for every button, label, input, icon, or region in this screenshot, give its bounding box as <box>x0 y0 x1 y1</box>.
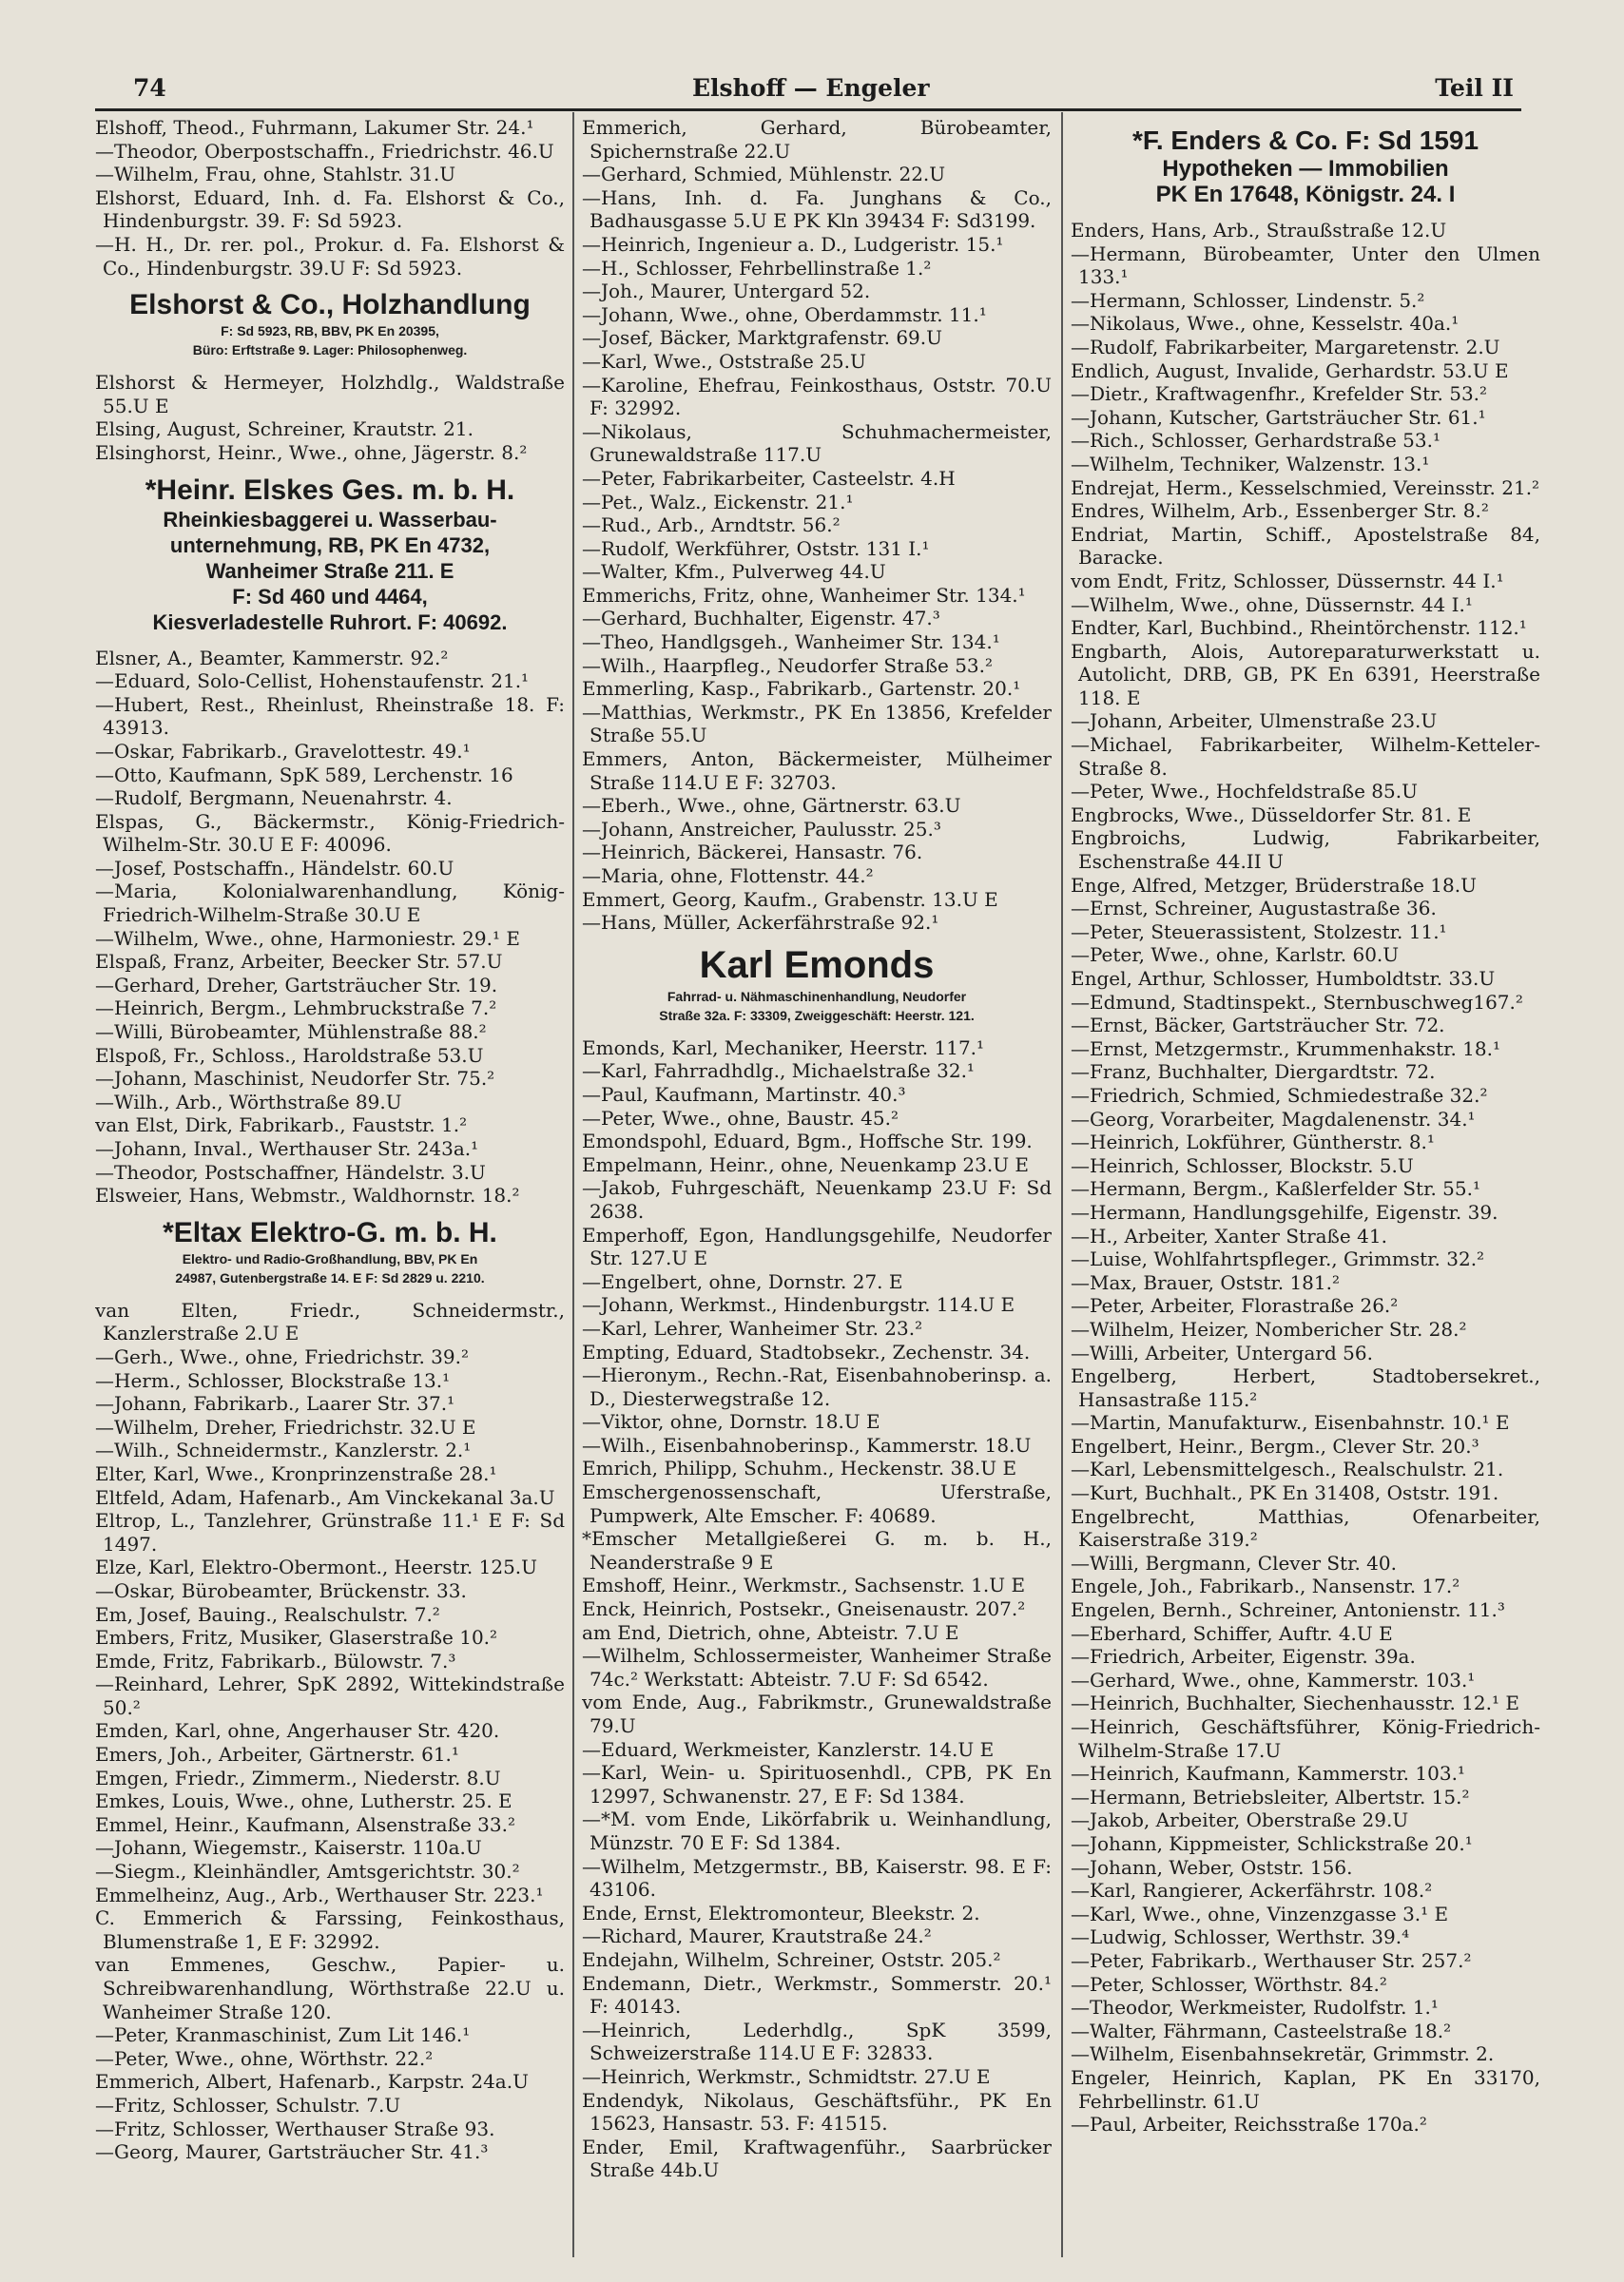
advertisement-line: Wanheimer Straße 211. E <box>205 558 454 583</box>
directory-entry: —Martin, Manufakturw., Eisenbahnstr. 10.¹ E <box>1071 1411 1510 1435</box>
directory-entry: van Emmenes, Geschw., Papier- u. Schreibwarenhandlung, Wörthstraße 22.U u. Wanheimer Straße 120. <box>95 1953 565 2023</box>
advertisement-line: unternehmung, RB, PK En 4732, <box>169 532 491 557</box>
directory-entry: —Nikolaus, Wwe., ohne, Kesselstr. 40a.¹ <box>1071 312 1460 336</box>
directory-entry: —Willi, Bürobeamter, Mühlenstraße 88.² <box>95 1020 487 1044</box>
directory-entry: —Wilhelm, Wwe., ohne, Düssernstr. 44 I.¹ <box>1071 592 1473 616</box>
directory-entry: Enders, Hans, Arb., Straußstraße 12.U <box>1071 219 1447 242</box>
page-part: Teil II <box>1435 74 1514 102</box>
directory-entry: vom Endt, Fritz, Schlosser, Düssernstr. 44 I.¹ <box>1071 569 1504 592</box>
directory-entry: —Franz, Buchhalter, Diergardtstr. 72. <box>1071 1060 1436 1084</box>
directory-entry: —Johann, Werkmst., Hindenburgstr. 114.U E <box>582 1293 1015 1317</box>
directory-entry: —Joh., Maurer, Untergard 52. <box>582 280 871 303</box>
directory-entry: —Luise, Wohlfahrtspfleger., Grimmstr. 32.² <box>1071 1247 1485 1271</box>
advertisement-line: Hypotheken — Immobilien <box>1162 156 1449 182</box>
directory-entry: —Wilh., Schneidermstr., Kanzlerstr. 2.¹ <box>95 1439 472 1462</box>
directory-entry: Ende, Ernst, Elektromonteur, Bleekstr. 2. <box>582 1901 980 1924</box>
directory-entry: —H., Arbeiter, Xanter Straße 41. <box>1071 1224 1387 1247</box>
directory-entry: —Ernst, Metzgermstr., Krummenhakstr. 18.¹ <box>1071 1036 1501 1060</box>
directory-entry: —Georg, Vorarbeiter, Magdalenenstr. 34.¹ <box>1071 1107 1476 1131</box>
directory-entry: —Heinrich, Werkmstr., Schmidtstr. 27.U E <box>582 2064 991 2088</box>
advertisement <box>95 289 565 359</box>
directory-entry: —Oskar, Bürobeamter, Brückenstr. 33. <box>95 1578 467 1602</box>
directory-entry: —Theodor, Oberpostschaffn., Friedrichstr. 46.U <box>95 139 554 163</box>
directory-entry: —Hermann, Schlosser, Lindenstr. 5.² <box>1071 288 1425 312</box>
directory-entry: —Johann, Maschinist, Neudorfer Str. 75.² <box>95 1067 495 1091</box>
directory-entry: —Theodor, Werkmeister, Rudolfstr. 1.¹ <box>1071 1996 1439 2020</box>
directory-entry: Emschergenossenschaft, Uferstraße, Pumpwerk, Alte Emscher. F: 40689. <box>582 1480 1052 1527</box>
directory-entry: Endrejat, Herm., Kesselschmied, Vereinsstr. 21.² <box>1071 475 1540 499</box>
directory-entry: —Karl, Lebensmittelgesch., Realschulstr. 21. <box>1071 1458 1504 1481</box>
directory-entry: —Peter, Arbeiter, Florastraße 26.² <box>1071 1294 1399 1318</box>
advertisement-line: 24987, Gutenbergstraße 14. E F: Sd 2829 u. 2210. <box>175 1269 485 1286</box>
advertisement-line: Kiesverladestelle Ruhrort. F: 40692. <box>152 609 508 634</box>
directory-entry: —Wilhelm, Metzgermstr., BB, Kaiserstr. 98. E F: 43106. <box>582 1854 1052 1902</box>
directory-entry: *Emscher Metallgießerei G. m. b. H., Neanderstraße 9 E <box>582 1527 1052 1574</box>
directory-entry: Engelen, Bernh., Schreiner, Antonienstr. 11.³ <box>1071 1598 1505 1622</box>
directory-entry: —Michael, Fabrikarbeiter, Wilhelm-Ketteler-Straße 8. <box>1071 733 1540 780</box>
directory-entry: Emmert, Georg, Kaufm., Grabenstr. 13.U E <box>582 887 998 911</box>
directory-entry: —Wilhelm, Techniker, Walzenstr. 13.¹ <box>1071 452 1430 475</box>
directory-entry: Enge, Alfred, Metzger, Brüderstraße 18.U <box>1071 873 1477 897</box>
directory-entry: —Theodor, Postschaffner, Händelstr. 3.U <box>95 1160 486 1184</box>
directory-entry: —Wilhelm, Schlossermeister, Wanheimer Straße 74c.² Werkstatt: Abteistr. 7.U F: Sd 6542. <box>582 1644 1052 1691</box>
directory-entry: —Wilhelm, Dreher, Friedrichstr. 32.U E <box>95 1415 476 1439</box>
directory-entry: —Josef, Bäcker, Marktgrafenstr. 69.U <box>582 326 942 350</box>
directory-entry: Emondspohl, Eduard, Bgm., Hoffsche Str. 199. <box>582 1130 1033 1153</box>
advertisement-line: Büro: Erftstraße 9. Lager: Philosophenweg. <box>192 342 468 358</box>
directory-entry: —Johann, Kutscher, Gartsträucher Str. 61.¹ <box>1071 405 1486 429</box>
directory-entry: —Peter, Wwe., ohne, Karlstr. 60.U <box>1071 943 1400 967</box>
directory-entry: Embers, Fritz, Musiker, Glaserstraße 10.² <box>95 1626 498 1650</box>
directory-entry: Empting, Eduard, Stadtobsekr., Zechenstr. 34. <box>582 1340 1031 1363</box>
directory-entry: —Theo, Handlgsgeh., Wanheimer Str. 134.¹ <box>582 630 1000 654</box>
directory-entry: —Eberh., Wwe., ohne, Gärtnerstr. 63.U <box>582 794 961 818</box>
directory-entry: —Maria, ohne, Flottenstr. 44.² <box>582 864 874 887</box>
directory-entry: —Eberhard, Schiffer, Auftr. 4.U E <box>1071 1621 1393 1645</box>
directory-entry: —Wilh., Arb., Wörthstraße 89.U <box>95 1090 402 1113</box>
directory-entry: —Wilhelm, Frau, ohne, Stahlstr. 31.U <box>95 163 456 186</box>
directory-entry: —Matthias, Werkmstr., PK En 13856, Krefelder Straße 55.U <box>582 700 1052 747</box>
directory-entry: —Karoline, Ehefrau, Feinkosthaus, Oststr. 70.U F: 32992. <box>582 373 1052 420</box>
directory-entry: —Peter, Fabrikarb., Werthauser Str. 257.² <box>1071 1948 1472 1972</box>
directory-entry: Elshorst, Eduard, Inh. d. Fa. Elshorst & Co., Hindenburgstr. 39. F: Sd 5923. <box>95 185 565 233</box>
directory-entry: —Josef, Postschaffn., Händelstr. 60.U <box>95 856 454 880</box>
directory-entry: —Friedrich, Schmied, Schmiedestraße 32.² <box>1071 1083 1488 1107</box>
directory-entry: —Peter, Kranmaschinist, Zum Lit 146.¹ <box>95 2023 471 2047</box>
directory-entry: Engbrocks, Wwe., Düsseldorfer Str. 81. E <box>1071 803 1472 826</box>
directory-entry: C. Emmerich & Farssing, Feinkosthaus, Blumenstraße 1, E F: 32992. <box>95 1906 565 1953</box>
directory-entry: —Nikolaus, Schuhmachermeister, Grunewaldstraße 117.U <box>582 419 1052 467</box>
directory-entry: —Peter, Fabrikarbeiter, Casteelstr. 4.H <box>582 466 956 490</box>
directory-entry: Engelberg, Herbert, Stadtobersekret., Hansastraße 115.² <box>1071 1364 1540 1411</box>
directory-entry: —Johann, Wwe., ohne, Oberdammstr. 11.¹ <box>582 302 987 326</box>
directory-entry: am End, Dietrich, ohne, Abteistr. 7.U E <box>582 1620 959 1644</box>
directory-entry: Endter, Karl, Buchbind., Rheintörchenstr. 112.¹ <box>1071 616 1527 640</box>
directory-entry: —H., Schlosser, Fehrbellinstraße 1.² <box>582 256 932 280</box>
directory-entry: Emmel, Heinr., Kaufmann, Alsenstraße 33.² <box>95 1812 515 1836</box>
directory-entry: —Peter, Schlosser, Wörthstr. 84.² <box>1071 1972 1387 1996</box>
directory-entry: —Heinrich, Bäckerei, Hansastr. 76. <box>582 841 923 864</box>
directory-entry: —Walter, Fährmann, Casteelstraße 18.² <box>1071 2019 1452 2042</box>
directory-entry: Eltfeld, Adam, Hafenarb., Am Vinckekanal 3a.U <box>95 1485 555 1509</box>
advertisement <box>1071 126 1540 207</box>
directory-column-1 <box>95 116 565 2282</box>
directory-entry: vom Ende, Aug., Fabrikmstr., Grunewaldstraße 79.U <box>582 1691 1052 1737</box>
directory-entry: Emmelheinz, Aug., Arb., Werthauser Str. 223.¹ <box>95 1883 544 1906</box>
directory-entry: —Heinrich, Geschäftsführer, König-Friedrich-Wilhelm-Straße 17.U <box>1071 1715 1540 1762</box>
directory-entry: —Max, Brauer, Oststr. 181.² <box>1071 1270 1340 1294</box>
directory-entry: —Peter, Wwe., ohne, Baustr. 45.² <box>582 1106 899 1130</box>
directory-entry: —Johann, Anstreicher, Paulusstr. 25.³ <box>582 817 941 841</box>
directory-entry: —*M. vom Ende, Likörfabrik u. Weinhandlung, Münzstr. 70 E F: Sd 1384. <box>582 1808 1052 1854</box>
directory-entry: —Ludwig, Schlosser, Werthstr. 39.⁴ <box>1071 1925 1410 1949</box>
directory-entry: Elspoß, Fr., Schloss., Haroldstraße 53.U <box>95 1043 484 1067</box>
directory-entry: —Fritz, Schlosser, Schulstr. 7.U <box>95 2093 401 2117</box>
directory-entry: Elshoff, Theod., Fuhrmann, Lakumer Str. 24.¹ <box>95 116 534 139</box>
advertisement-line: Rheinkiesbaggerei u. Wasserbau- <box>163 507 497 532</box>
directory-entry: —Edmund, Stadtinspekt., Sternbuschweg167.² <box>1071 990 1523 1014</box>
advertisement-title: Karl Emonds <box>699 943 935 986</box>
directory-entry: —Engelbert, ohne, Dornstr. 27. E <box>582 1269 903 1293</box>
directory-entry: —Oskar, Fabrikarb., Gravelottestr. 49.¹ <box>95 739 471 763</box>
directory-entry: —Hieronym., Rechn.-Rat, Eisenbahnoberinsp. a. D., Diesterwegstraße 12. <box>582 1363 1052 1410</box>
directory-entry: Emshoff, Heinr., Werkmstr., Sachsenstr. 1.U E <box>582 1574 1026 1597</box>
directory-entry: —Heinrich, Lederhdlg., SpK 3599, Schweizerstraße 114.U E F: 32833. <box>582 2018 1052 2065</box>
directory-entry: Engelbert, Heinr., Bergm., Clever Str. 20.³ <box>1071 1434 1479 1458</box>
directory-entry: —Gerhard, Wwe., ohne, Kammerstr. 103.¹ <box>1071 1668 1476 1692</box>
page-title: Elshoff — Engeler <box>692 74 930 102</box>
directory-entry: —Johann, Arbeiter, Ulmenstraße 23.U <box>1071 709 1438 733</box>
directory-entry: Engele, Joh., Fabrikarb., Nansenstr. 17.² <box>1071 1575 1460 1598</box>
directory-entry: Emden, Karl, ohne, Angerhauser Str. 420. <box>95 1719 500 1743</box>
directory-entry: —Viktor, ohne, Dornstr. 18.U E <box>582 1410 880 1434</box>
directory-entry: —Rudolf, Fabrikarbeiter, Margaretenstr. 2.U <box>1071 335 1500 358</box>
directory-entry: Endemann, Dietr., Werkmstr., Sommerstr. 20.¹ F: 40143. <box>582 1971 1052 2019</box>
directory-entry: —Herm., Schlosser, Blockstraße 13.¹ <box>95 1368 451 1392</box>
advertisement-line: F: Sd 460 und 4464, <box>232 584 428 609</box>
directory-entry: Emmerling, Kasp., Fabrikarb., Gartenstr. 20.¹ <box>582 677 1021 701</box>
directory-entry: —Walter, Kfm., Pulverweg 44.U <box>582 560 886 584</box>
directory-entry: —Reinhard, Lehrer, SpK 2892, Wittekindstraße 50.² <box>95 1673 565 1719</box>
directory-entry: —Wilh., Eisenbahnoberinsp., Kammerstr. 18.U <box>582 1433 1032 1457</box>
directory-entry: Endejahn, Wilhelm, Schreiner, Oststr. 205.² <box>582 1947 1001 1971</box>
advertisement-title: *Heinr. Elskes Ges. m. b. H. <box>145 474 515 506</box>
directory-entry: —Eduard, Solo-Cellist, Hohenstaufenstr. 21.¹ <box>95 669 530 693</box>
directory-entry: —Gerhard, Buchhalter, Eigenstr. 47.³ <box>582 607 940 630</box>
directory-entry: —Hans, Inh. d. Fa. Junghans & Co., Badhausgasse 5.U E PK Kln 39434 F: Sd3199. <box>582 185 1052 233</box>
directory-entry: Endriat, Martin, Schiff., Apostelstraße 84, Baracke. <box>1071 522 1540 570</box>
directory-entry: Elsing, August, Schreiner, Krautstr. 21. <box>95 417 474 441</box>
directory-entry: —Karl, Lehrer, Wanheimer Str. 23.² <box>582 1316 923 1340</box>
directory-column-3 <box>1071 116 1540 2282</box>
directory-entry: —Gerhard, Dreher, Gartsträucher Str. 19. <box>95 973 498 996</box>
directory-entry: —Hermann, Bürobeamter, Unter den Ulmen 133.¹ <box>1071 242 1540 289</box>
directory-entry: —Peter, Steuerassistent, Stolzestr. 11.¹ <box>1071 919 1447 943</box>
directory-entry: Emmerichs, Fritz, ohne, Wanheimer Str. 134.¹ <box>582 583 1026 607</box>
directory-entry: —Karl, Fahrradhdlg., Michaelstraße 32.¹ <box>582 1059 975 1083</box>
column-divider <box>1061 112 1063 2257</box>
directory-entry: —Paul, Arbeiter, Reichsstraße 170a.² <box>1071 2113 1427 2137</box>
directory-entry: Elsinghorst, Heinr., Wwe., ohne, Jägerstr. 8.² <box>95 440 528 464</box>
directory-entry: —Heinrich, Ingenieur a. D., Ludgeristr. 15.¹ <box>582 232 1004 256</box>
directory-entry: Elspaß, Franz, Arbeiter, Beecker Str. 57.U <box>95 950 503 974</box>
directory-entry: Elsweier, Hans, Webmstr., Waldhornstr. 18.² <box>95 1184 520 1208</box>
directory-entry: —Rud., Arb., Arndtstr. 56.² <box>582 513 841 537</box>
directory-entry: —H. H., Dr. rer. pol., Prokur. d. Fa. Elshorst & Co., Hindenburgstr. 39.U F: Sd 5923. <box>95 232 565 280</box>
directory-entry: —Wilh., Haarpfleg., Neudorfer Straße 53.² <box>582 653 994 677</box>
directory-entry: —Wilhelm, Heizer, Nombericher Str. 28.² <box>1071 1317 1467 1341</box>
directory-entry: —Willi, Arbeiter, Untergard 56. <box>1071 1341 1373 1364</box>
directory-entry: —Otto, Kaufmann, SpK 589, Lerchenstr. 16 <box>95 763 513 786</box>
directory-entry: —Maria, Kolonialwarenhandlung, König-Friedrich-Wilhelm-Straße 30.U E <box>95 880 565 927</box>
directory-entry: van Elst, Dirk, Fabrikarb., Fauststr. 1.² <box>95 1113 468 1137</box>
directory-entry: Elshorst & Hermeyer, Holzhdlg., Waldstraße 55.U E <box>95 371 565 417</box>
directory-entry: —Heinrich, Bergm., Lehmbruckstraße 7.² <box>95 996 497 1020</box>
directory-entry: —Hermann, Betriebsleiter, Albertstr. 15.² <box>1071 1785 1470 1808</box>
directory-entry: —Hermann, Handlungsgehilfe, Eigenstr. 39. <box>1071 1200 1498 1224</box>
directory-entry: —Peter, Wwe., ohne, Wörthstr. 22.² <box>95 2046 434 2070</box>
directory-entry: —Gerh., Wwe., ohne, Friedrichstr. 39.² <box>95 1344 469 1368</box>
directory-entry: Emmers, Anton, Bäckermeister, Mülheimer Straße 114.U E F: 32703. <box>582 747 1052 794</box>
directory-entry: Elsner, A., Beamter, Kammerstr. 92.² <box>95 646 449 669</box>
directory-entry: —Friedrich, Arbeiter, Eigenstr. 39a. <box>1071 1645 1416 1669</box>
directory-entry: —Eduard, Werkmeister, Kanzlerstr. 14.U E <box>582 1737 995 1761</box>
directory-entry: Endendyk, Nikolaus, Geschäftsführ., PK En 15623, Hansastr. 53. F: 41515. <box>582 2088 1052 2136</box>
directory-entry: Emrich, Philipp, Schuhm., Heckenstr. 38.U E <box>582 1457 1017 1480</box>
directory-entry: —Ernst, Bäcker, Gartsträucher Str. 72. <box>1071 1014 1445 1037</box>
advertisement-title: *Eltax Elektro-G. m. b. H. <box>163 1216 497 1248</box>
directory-entry: —Heinrich, Kaufmann, Kammerstr. 103.¹ <box>1071 1762 1465 1786</box>
directory-entry: —Rudolf, Werkführer, Oststr. 131 I.¹ <box>582 536 930 560</box>
directory-entry: —Karl, Rangierer, Ackerfährstr. 108.² <box>1071 1879 1433 1903</box>
directory-entry: —Jakob, Fuhrgeschäft, Neuenkamp 23.U F: Sd 2638. <box>582 1176 1052 1223</box>
directory-entry: —Willi, Bergmann, Clever Str. 40. <box>1071 1551 1397 1575</box>
directory-entry: Eltrop, L., Tanzlehrer, Grünstraße 11.¹ E F: Sd 1497. <box>95 1509 565 1556</box>
directory-entry: —Fritz, Schlosser, Werthauser Straße 93. <box>95 2117 495 2140</box>
advertisement-line: Elektro- und Radio-Großhandlung, BBV, PK En <box>182 1250 478 1267</box>
directory-entry: —Rich., Schlosser, Gerhardstraße 53.¹ <box>1071 429 1440 453</box>
directory-entry: —Hermann, Bergm., Kaßlerfelder Str. 55.¹ <box>1071 1177 1480 1201</box>
directory-entry: Engelbrecht, Matthias, Ofenarbeiter, Kaiserstraße 319.² <box>1071 1504 1540 1552</box>
advertisement-line: Straße 32a. F: 33309, Zweiggeschäft: Heerstr. 121. <box>659 1007 975 1023</box>
header-rule <box>95 108 1521 111</box>
advertisement <box>582 944 1052 1025</box>
advertisement-title: *F. Enders & Co. F: Sd 1591 <box>1131 126 1479 155</box>
directory-entry: Enck, Heinrich, Postsekr., Gneisenaustr. 207.² <box>582 1597 1026 1621</box>
directory-entry: —Rudolf, Bergmann, Neuenahrstr. 4. <box>95 786 453 810</box>
directory-entry: Emde, Fritz, Fabrikarb., Bülowstr. 7.³ <box>95 1649 456 1673</box>
directory-entry: —Pet., Walz., Eickenstr. 21.¹ <box>582 490 854 513</box>
directory-entry: —Johann, Inval., Werthauser Str. 243a.¹ <box>95 1137 479 1160</box>
page-number: 74 <box>133 74 166 102</box>
directory-entry: —Heinrich, Schlosser, Blockstr. 5.U <box>1071 1153 1414 1177</box>
directory-column-2 <box>582 116 1052 2282</box>
directory-entry: Elter, Karl, Wwe., Kronprinzenstraße 28.¹ <box>95 1461 497 1485</box>
directory-entry: Emgen, Friedr., Zimmerm., Niederstr. 8.U <box>95 1766 501 1789</box>
directory-entry: Engbarth, Alois, Autoreparaturwerkstatt u. Autolicht, DRB, GB, PK En 6391, Heerstraße 118. E <box>1071 639 1540 709</box>
directory-entry: —Wilhelm, Eisenbahnsekretär, Grimmstr. 2. <box>1071 2042 1495 2066</box>
directory-entry: Engeler, Heinrich, Kaplan, PK En 33170, Fehrbellinstr. 61.U <box>1071 2065 1540 2113</box>
directory-entry: —Johann, Fabrikarb., Laarer Str. 37.¹ <box>95 1392 455 1416</box>
directory-entry: Emmerich, Gerhard, Bürobeamter, Spichernstraße 22.U <box>582 116 1052 163</box>
directory-entry: —Dietr., Kraftwagenfhr., Krefelder Str. 53.² <box>1071 382 1488 406</box>
advertisement-line: Fahrrad- u. Nähmaschinenhandlung, Neudorfer <box>667 988 967 1004</box>
directory-entry: —Richard, Maurer, Krautstraße 24.² <box>582 1924 932 1948</box>
advertisement-line: PK En 17648, Königstr. 24. I <box>1155 182 1456 207</box>
directory-entry: Endres, Wilhelm, Arb., Essenberger Str. 8.² <box>1071 499 1489 523</box>
directory-entry: —Karl, Wwe., Oststraße 25.U <box>582 349 866 373</box>
directory-entry: —Johann, Wiegemstr., Kaiserstr. 110a.U <box>95 1836 482 1860</box>
directory-entry: Emkes, Louis, Wwe., ohne, Lutherstr. 25. E <box>95 1789 512 1813</box>
directory-entry: Em, Josef, Bauing., Realschulstr. 7.² <box>95 1602 440 1626</box>
directory-entry: Elze, Karl, Elektro-Obermont., Heerstr. 125.U <box>95 1556 537 1579</box>
directory-entry: Empelmann, Heinr., ohne, Neuenkamp 23.U E <box>582 1152 1030 1176</box>
directory-entry: Emperhoff, Egon, Handlungsgehilfe, Neudorfer Str. 127.U E <box>582 1223 1052 1270</box>
directory-entry: —Johann, Weber, Oststr. 156. <box>1071 1855 1353 1879</box>
directory-entry: van Elten, Friedr., Schneidermstr., Kanzlerstraße 2.U E <box>95 1298 565 1345</box>
directory-entry: —Peter, Wwe., Hochfeldstraße 85.U <box>1071 780 1418 803</box>
directory-entry: —Johann, Kippmeister, Schlickstraße 20.¹ <box>1071 1831 1473 1855</box>
directory-entry: —Paul, Kaufmann, Martinstr. 40.³ <box>582 1082 906 1106</box>
directory-entry: —Gerhard, Schmied, Mühlenstr. 22.U <box>582 163 946 186</box>
directory-entry: —Karl, Wwe., ohne, Vinzenzgasse 3.¹ E <box>1071 1902 1449 1925</box>
directory-entry: —Heinrich, Buchhalter, Siechenhausstr. 12.¹ E <box>1071 1692 1519 1715</box>
column-divider <box>572 112 574 2257</box>
directory-entry: Emers, Joh., Arbeiter, Gärtnerstr. 61.¹ <box>95 1743 459 1767</box>
directory-entry: —Jakob, Arbeiter, Oberstraße 29.U <box>1071 1808 1409 1832</box>
directory-entry: Engel, Arthur, Schlosser, Humboldtstr. 33.U <box>1071 967 1496 990</box>
advertisement <box>95 1217 565 1287</box>
directory-entry: —Karl, Wein- u. Spirituosenhdl., CPB, PK En 12997, Schwanenstr. 27, E F: Sd 1384. <box>582 1761 1052 1808</box>
advertisement-title: Elshorst & Co., Holzhandlung <box>129 289 531 321</box>
directory-entry: —Ernst, Schreiner, Augustastraße 36. <box>1071 897 1437 920</box>
directory-entry: —Kurt, Buchhalt., PK En 31408, Oststr. 191. <box>1071 1481 1499 1505</box>
directory-entry: Elspas, G., Bäckermstr., König-Friedrich-Wilhelm-Str. 30.U E F: 40096. <box>95 809 565 857</box>
directory-entry: —Wilhelm, Wwe., ohne, Harmoniestr. 29.¹ E <box>95 926 520 950</box>
directory-entry: Emmerich, Albert, Hafenarb., Karpstr. 24a.U <box>95 2070 529 2094</box>
directory-entry: —Hans, Müller, Ackerfährstraße 92.¹ <box>582 911 939 935</box>
page-header <box>122 74 1514 106</box>
directory-entry: Engbroichs, Ludwig, Fabrikarbeiter, Eschenstraße 44.II U <box>1071 826 1540 874</box>
directory-entry: —Heinrich, Lokführer, Güntherstr. 8.¹ <box>1071 1131 1435 1154</box>
advertisement <box>95 474 565 635</box>
directory-entry: Ender, Emil, Kraftwagenführ., Saarbrücker Straße 44b.U <box>582 2135 1052 2182</box>
advertisement-line: F: Sd 5923, RB, BBV, PK En 20395, <box>221 323 439 339</box>
directory-entry: Endlich, August, Invalide, Gerhardstr. 53.U E <box>1071 358 1509 382</box>
directory-entry: —Siegm., Kleinhändler, Amtsgerichtstr. 30.² <box>95 1860 520 1884</box>
directory-entry: Emonds, Karl, Mechaniker, Heerstr. 117.¹ <box>582 1035 985 1059</box>
directory-entry: —Hubert, Rest., Rheinlust, Rheinstraße 18. F: 43913. <box>95 692 565 740</box>
directory-entry: —Georg, Maurer, Gartsträucher Str. 41.³ <box>95 2140 489 2164</box>
